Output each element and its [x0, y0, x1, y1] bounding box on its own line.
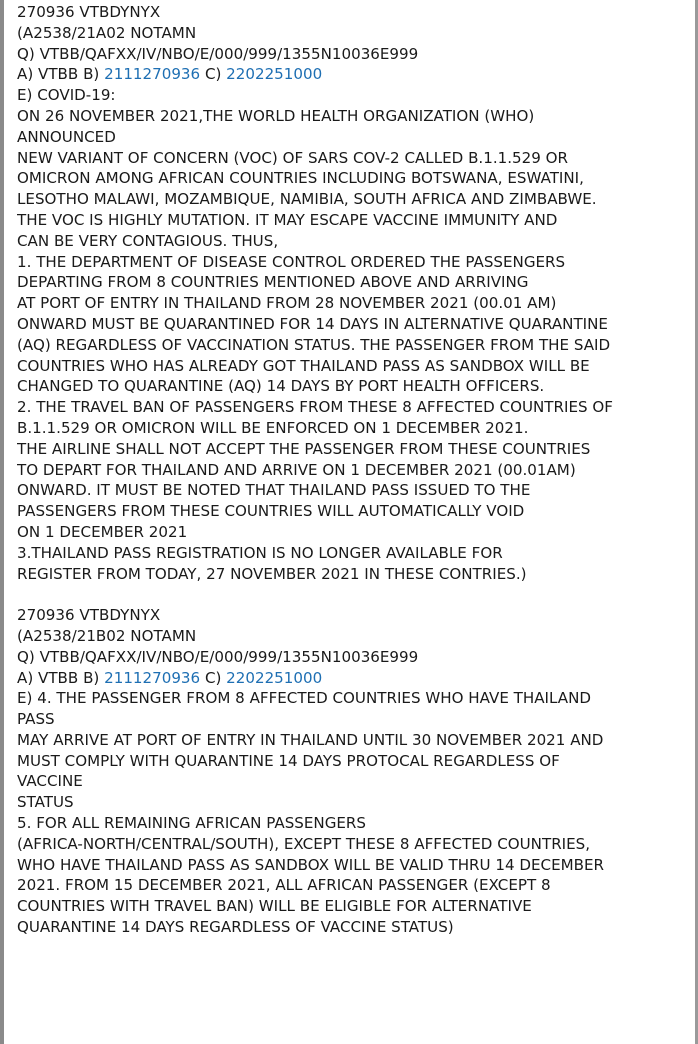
notam-body-line: E) 4. THE PASSENGER FROM 8 AFFECTED COUNTRIES WHO HAVE THAILAND [17, 689, 592, 708]
notam-body-line: B.1.1.529 OR OMICRON WILL BE ENFORCED ON 1 DECEMBER 2021. [17, 418, 529, 437]
notam-body-line: 2. THE TRAVEL BAN OF PASSENGERS FROM THESE 8 AFFECTED COUNTRIES OF [17, 398, 613, 417]
notam-q-line: Q) VTBB/QAFXX/IV/NBO/E/000/999/1355N10036E999 [17, 44, 419, 63]
notam-reference: (A2538/21A02 NOTAMN [17, 23, 197, 42]
left-border [0, 0, 4, 1044]
notam-body-line: STATUS [17, 793, 74, 812]
notam-body-line: 1. THE DEPARTMENT OF DISEASE CONTROL ORDERED THE PASSENGERS [17, 252, 566, 271]
notam-body-line: (AQ) REGARDLESS OF VACCINATION STATUS. THE PASSENGER FROM THE SAID [17, 335, 611, 354]
end-time-link[interactable]: 2202251000 [226, 668, 323, 687]
notam-separator [17, 584, 693, 605]
notam-body-line: COUNTRIES WHO HAS ALREADY GOT THAILAND PASS AS SANDBOX WILL BE [17, 356, 590, 375]
notam-body-line: NEW VARIANT OF CONCERN (VOC) OF SARS COV-2 CALLED B.1.1.529 OR [17, 148, 569, 167]
notam-body-line: (AFRICA-NORTH/CENTRAL/SOUTH), EXCEPT THESE 8 AFFECTED COUNTRIES, [17, 834, 591, 853]
validity-c-label: C) [200, 65, 227, 84]
notam-body-line: ANNOUNCED [17, 127, 116, 146]
notam-body-line: ON 1 DECEMBER 2021 [17, 522, 188, 541]
start-time-link[interactable]: 2111270936 [104, 65, 201, 84]
notam-body-line: MAY ARRIVE AT PORT OF ENTRY IN THAILAND UNTIL 30 NOVEMBER 2021 AND [17, 730, 604, 749]
notam-q-line: Q) VTBB/QAFXX/IV/NBO/E/000/999/1355N10036E999 [17, 647, 419, 666]
notam-body-line: DEPARTING FROM 8 COUNTRIES MENTIONED ABOVE AND ARRIVING [17, 273, 529, 292]
notam-body-line: COUNTRIES WITH TRAVEL BAN) WILL BE ELIGIBLE FOR ALTERNATIVE [17, 897, 532, 916]
notam-body-line: QUARANTINE 14 DAYS REGARDLESS OF VACCINE STATUS) [17, 918, 454, 937]
notam-body-line: REGISTER FROM TODAY, 27 NOVEMBER 2021 IN THESE CONTRIES.) [17, 564, 527, 583]
notam-document [17, 0, 693, 938]
notam-body-line: THE AIRLINE SHALL NOT ACCEPT THE PASSENGER FROM THESE COUNTRIES [17, 439, 591, 458]
notam-body-line: ONWARD MUST BE QUARANTINED FOR 14 DAYS IN ALTERNATIVE QUARANTINE [17, 314, 608, 333]
notam-body-line: 5. FOR ALL REMAINING AFRICAN PASSENGERS [17, 814, 366, 833]
notam-body-line: PASSENGERS FROM THESE COUNTRIES WILL AUTOMATICALLY VOID [17, 502, 525, 521]
notam-body-line: LESOTHO MALAWI, MOZAMBIQUE, NAMIBIA, SOUTH AFRICA AND ZIMBABWE. [17, 190, 597, 209]
validity-c-label: C) [200, 668, 227, 687]
notam-body-line: AT PORT OF ENTRY IN THAILAND FROM 28 NOVEMBER 2021 (00.01 AM) [17, 294, 557, 313]
notam-body-line: TO DEPART FOR THAILAND AND ARRIVE ON 1 DECEMBER 2021 (00.01AM) [17, 460, 576, 479]
start-time-link[interactable]: 2111270936 [104, 668, 201, 687]
notam-block [17, 605, 693, 938]
validity-prefix: A) VTBB B) [17, 668, 105, 687]
notam-body-line: MUST COMPLY WITH QUARANTINE 14 DAYS PROTOCAL REGARDLESS OF [17, 751, 560, 770]
notam-body-line: CAN BE VERY CONTAGIOUS. THUS, [17, 231, 279, 250]
notam-body-line: PASS [17, 710, 55, 729]
notam-body-line: 3.THAILAND PASS REGISTRATION IS NO LONGER AVAILABLE FOR [17, 543, 503, 562]
notam-validity-line [17, 668, 693, 689]
notam-body-line: ON 26 NOVEMBER 2021,THE WORLD HEALTH ORGANIZATION (WHO) [17, 106, 535, 125]
notam-body-line: E) COVID-19: [17, 86, 116, 105]
notam-reference: (A2538/21B02 NOTAMN [17, 626, 197, 645]
end-time-link[interactable]: 2202251000 [226, 65, 323, 84]
notam-body-line: THE VOC IS HIGHLY MUTATION. IT MAY ESCAPE VACCINE IMMUNITY AND [17, 210, 558, 229]
validity-prefix: A) VTBB B) [17, 65, 105, 84]
notam-body-line: WHO HAVE THAILAND PASS AS SANDBOX WILL BE VALID THRU 14 DECEMBER [17, 855, 605, 874]
notam-body-line: OMICRON AMONG AFRICAN COUNTRIES INCLUDING BOTSWANA, ESWATINI, [17, 169, 584, 188]
notam-body-line: 2021. FROM 15 DECEMBER 2021, ALL AFRICAN PASSENGER (EXCEPT 8 [17, 876, 551, 895]
notam-body-line: ONWARD. IT MUST BE NOTED THAT THAILAND PASS ISSUED TO THE [17, 481, 531, 500]
notam-body-line: VACCINE [17, 772, 83, 791]
notam-body-line: CHANGED TO QUARANTINE (AQ) 14 DAYS BY PORT HEALTH OFFICERS. [17, 377, 545, 396]
notam-block [17, 2, 693, 584]
notam-header: 270936 VTBDYNYX [17, 3, 161, 21]
notam-validity-line [17, 64, 693, 85]
notam-header: 270936 VTBDYNYX [17, 606, 161, 625]
